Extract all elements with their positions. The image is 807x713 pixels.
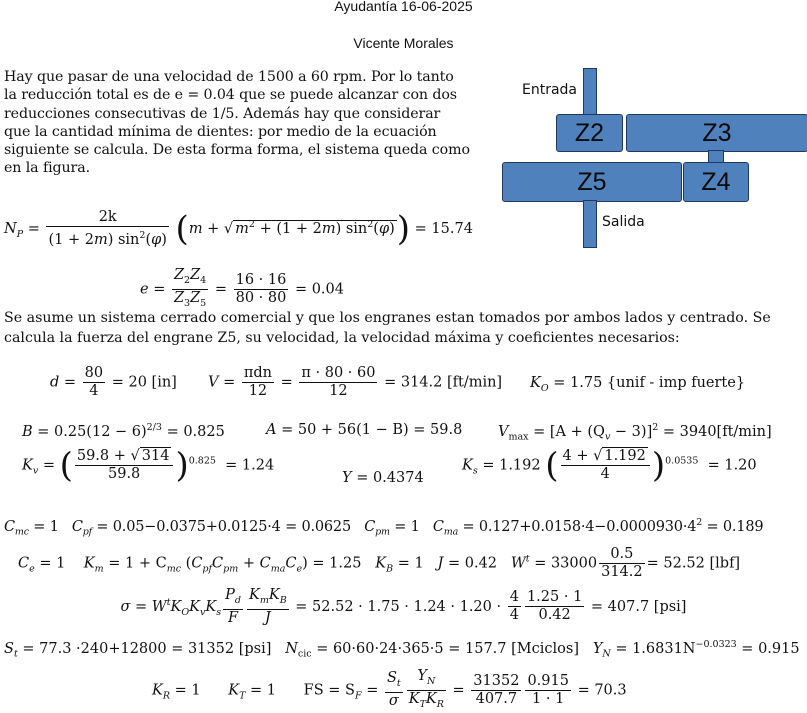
intro-line: Hay que pasar de una velocidad de 1500 a 60 rpm. Por lo tanto	[4, 69, 454, 85]
equation-km-wt: $C_e = 1$ $K_m = 1 + C_{mc}$ $(C_{pf}C_{pm} + C_{ma}C_e) = 1.25$ $K_B = 1$ J = 0.42 $W^t = 33000$ $\frac{0.5}{314.2}$ = 52.52 [lbf]	[18, 546, 741, 580]
equation-sigma: $\sigma = W^tK_OK_vK_s$ $\frac{P_d}{F}$ $\frac{K_mK_B}{J}$ = 52.52 · 1.75 · 1.24 · 1.20 · $\frac{4}{4}$ $\frac{1.25 \cdot 1}{0.42}$ = 407.7 [psi]	[120, 587, 687, 626]
equation-np: $N_P$ = $\frac{2k}{(1 + 2m) \sin^2(\varphi)}$ (m + √ $m^2 + (1 + 2m) \sin^2(\varphi)) = 15.74$	[4, 208, 473, 249]
intro-line: reducciones consecutivas de 1/5. Además hay que considerar	[4, 105, 441, 122]
equation-d: d = $\frac{80}{4}$ = 20 [in]	[50, 365, 177, 399]
equation-c-factors: $C_{mc} = 1$ $C_{pf} = 0.05-0.0375+0.0125\cdot 4 = 0.0625$ $C_{pm} = 1$ $C_{ma} = 0.127+0.0158\cdot 4-0.0000930\cdot 4^2 = 0.189$	[4, 517, 764, 538]
equation-vmax: $V_{max} = [A + (Q_v - 3)]^2 = 3940[ft/\min]$	[498, 422, 772, 443]
equation-velocity: V = $\frac{\text{πdn}}{12}$ = $\frac{\pi \cdot 80 \cdot 60}{12}$ = 314.2 [ft/min]	[208, 365, 503, 399]
intro-line: la reducción total es de e = 0.04 que se puede alcanzar con dos	[4, 87, 457, 104]
intro-paragraph	[4, 68, 470, 178]
equation-e: e = $\frac{Z_2Z_4}{Z_3Z_5}$ = $\frac{16 \cdot 16}{80 \cdot 80}$ = 0.04	[140, 267, 344, 312]
equation-b: $B = 0.25(12 - 6)^{2/3} = 0.825$	[22, 422, 225, 440]
salida-label: Salida	[602, 214, 645, 230]
gear-z4: Z4	[683, 162, 749, 202]
equation-ks: $K_s = 1.192$ ( $\frac{4 + √ 1.192}{4}$ )$^{0.0535}$ = 1.20	[462, 445, 757, 486]
output-shaft	[583, 200, 597, 248]
intro-line: que la cantidad mínima de dientes: por medio de la ecuación	[4, 123, 437, 140]
assumption-line: calcula la fuerza del engrane Z5, su velocidad, la velocidad máxima y coeficientes necesarios:	[4, 330, 680, 346]
equation-a: A = 50 + 56(1 − B) = 59.8	[266, 422, 463, 438]
assumption-line: Se asume un sistema cerrado comercial y que los engranes estan tomados por ambos lados y centrado. Se	[4, 310, 771, 326]
document-title: Ayudantía 16-06-2025	[334, 0, 473, 14]
assumption-paragraph	[4, 308, 804, 348]
intro-line: siguiente se calcula. De esta forma forma, el sistema queda como	[4, 142, 470, 159]
equation-st-yn: $S_t = 77.3 \cdot 240+12800 = 31352$ [psi] $N_{cic} = 60\cdot 60\cdot 24\cdot 365\cdot 5 = 157.7$ [Mciclos] $Y_N = 1.6831N^{-0.0323} = 0.915$	[4, 639, 800, 660]
gear-z5: Z5	[502, 162, 682, 202]
author-name: Vicente Morales	[353, 35, 454, 51]
gear-z2: Z2	[556, 114, 623, 152]
equation-ko: $K_O = 1.75$ {unif - imp fuerte}	[530, 375, 746, 394]
entrada-label: Entrada	[522, 82, 578, 98]
equation-kv: $K_v$ = ( $\frac{59.8 + √ 314}{59.8}$ )$^{0.825}$ = 1.24	[22, 445, 275, 486]
equation-y: Y = 0.4374	[342, 470, 424, 486]
gear-z3: Z3	[626, 114, 807, 152]
equation-safety-factor: $K_R = 1$ $K_T = 1$ FS = $S_F$ = $\frac{S_t}{\sigma}$ $\frac{Y_N}{K_TK_R}$ = $\frac{31352}{407.7}$ $\frac{0.915}{1 \cdot 1}$ = 70.3	[152, 668, 627, 713]
intro-line: en la figura.	[4, 160, 91, 177]
